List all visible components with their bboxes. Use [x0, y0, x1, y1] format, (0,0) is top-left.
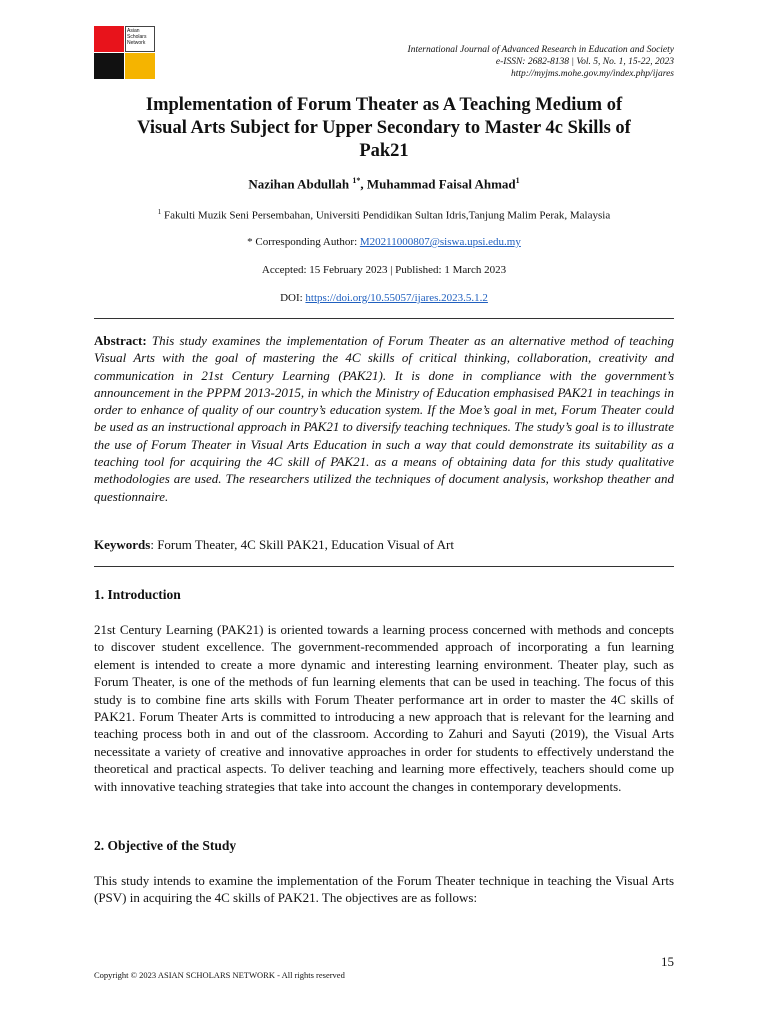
doi-link[interactable]: https://doi.org/10.55057/ijares.2023.5.1.2: [305, 292, 488, 304]
section-paragraph: 21st Century Learning (PAK21) is oriented towards a learning process concerned with methods and concepts to discover student excellence. The government-recommended approach of incorporating a fun learning element is intended to create a more dynamic and interesting learning environment. Theater play, such as Forum Theater, is one of the methods of fun learning elements that can be used in teaching. The focus of this study is to combine fine arts skills with Forum Theater performance art in order to master the 4C skills of PAK21. Forum Theater Arts is committed to introducing a new approach that is relevant for the learning and teaching process both in and out of the classroom. According to Zahuri and Sayuti (2019), the Visual Arts necessitate a variety of creative and innovative approaches in order for students to effectively understand the theoretical and practical aspects. To deliver teaching and learning more effectively, teachers should come up with innovative teaching strategies that take into account the changes in contemporary developments.: [94, 622, 674, 794]
journal-url[interactable]: http://myjms.mohe.gov.my/index.php/ijares: [510, 69, 674, 79]
copyright-footer: Copyright © 2023 ASIAN SCHOLARS NETWORK - All rights reserved: [94, 970, 345, 980]
affiliation: $^1$ Fakulti Muzik Seni Persembahan, Universiti Pendidikan Sultan Idris,Tanjung Malim Perak, Malaysia: [157, 208, 611, 222]
logo-text: Asian Scholars Network: [127, 28, 147, 46]
publication-dates: Accepted: 15 February 2023 | Published: 1 March 2023: [261, 264, 507, 276]
section-paragraph: This study intends to examine the implementation of the Forum Theater technique in teaching the Visual Arts (PSV) in acquiring the 4C skills of PAK21. The objectives are as follows:: [94, 873, 674, 906]
publisher-logo: [94, 26, 155, 78]
logo-yellow-square: [125, 53, 155, 79]
abstract-text: This study examines the implementation of Forum Theater as an alternative method of teaching Visual Arts with the goal of mastering the 4C skills of critical thinking, collaboration, creativity and communication in 21st Century Learning (PAK21). It is done in compliance with the government’s announcement in the PPPM 2013-2015, in which the Ministry of Education emphasised PAK21 in teachings in order to enhance of quality of our country’s education system. If the Moe’s goal in met, Forum Theater could be used as an instructional approach in PAK21 to diversify teaching techniques. The study’s goal is to illustrate the use of Forum Theater in Visual Arts Education in such a way that could demonstrate its suitability as a teaching tool for acquiring the 4C skill of PAK21. as a means of obtaining data for this study qualitative methodologies are used. The researchers utilized the techniques of document analysis, workshop theather and questionnaire.: [94, 333, 674, 504]
abstract-label: Abstract:: [94, 333, 147, 348]
author-separator: ,: [360, 176, 367, 192]
keywords-label: Keywords: [94, 537, 151, 552]
keywords: [94, 537, 674, 553]
corresponding-author: * Corresponding Author: M20211000807@siswa.upsi.edu.my: [247, 236, 521, 248]
page-number: 15: [661, 954, 674, 969]
divider: [94, 566, 674, 567]
doi: DOI: https://doi.org/10.55057/ijares.2023.5.1.2: [280, 292, 488, 304]
journal-name: International Journal of Advanced Research in Education and Society: [407, 45, 674, 55]
journal-header: [408, 44, 674, 80]
logo-red-square: [94, 26, 124, 52]
journal-issn: e-ISSN: 2682-8138 | Vol. 5, No. 1, 15-22, 2023: [495, 57, 674, 67]
author-list: [94, 176, 674, 192]
section-heading: 2. Objective of the Study: [94, 838, 237, 853]
author-affiliation-mark: 1: [515, 176, 520, 185]
section-heading: 1. Introduction: [94, 587, 181, 602]
logo-black-square: [94, 53, 124, 79]
abstract: [94, 332, 674, 505]
author-email-link[interactable]: M20211000807@siswa.upsi.edu.my: [359, 236, 521, 248]
divider: [94, 318, 674, 319]
author-name: Muhammad Faisal Ahmad: [366, 176, 516, 192]
keywords-text: : Forum Theater, 4C Skill PAK21, Education Visual of Art: [150, 537, 454, 552]
author-name: Nazihan Abdullah: [248, 176, 350, 192]
paper-title: Implementation of Forum Theater as A Teaching Medium of Visual Arts Subject for Upper Secondary to Master 4c Skills of Pak21: [137, 95, 631, 161]
author-affiliation-mark: 1*: [352, 176, 361, 185]
